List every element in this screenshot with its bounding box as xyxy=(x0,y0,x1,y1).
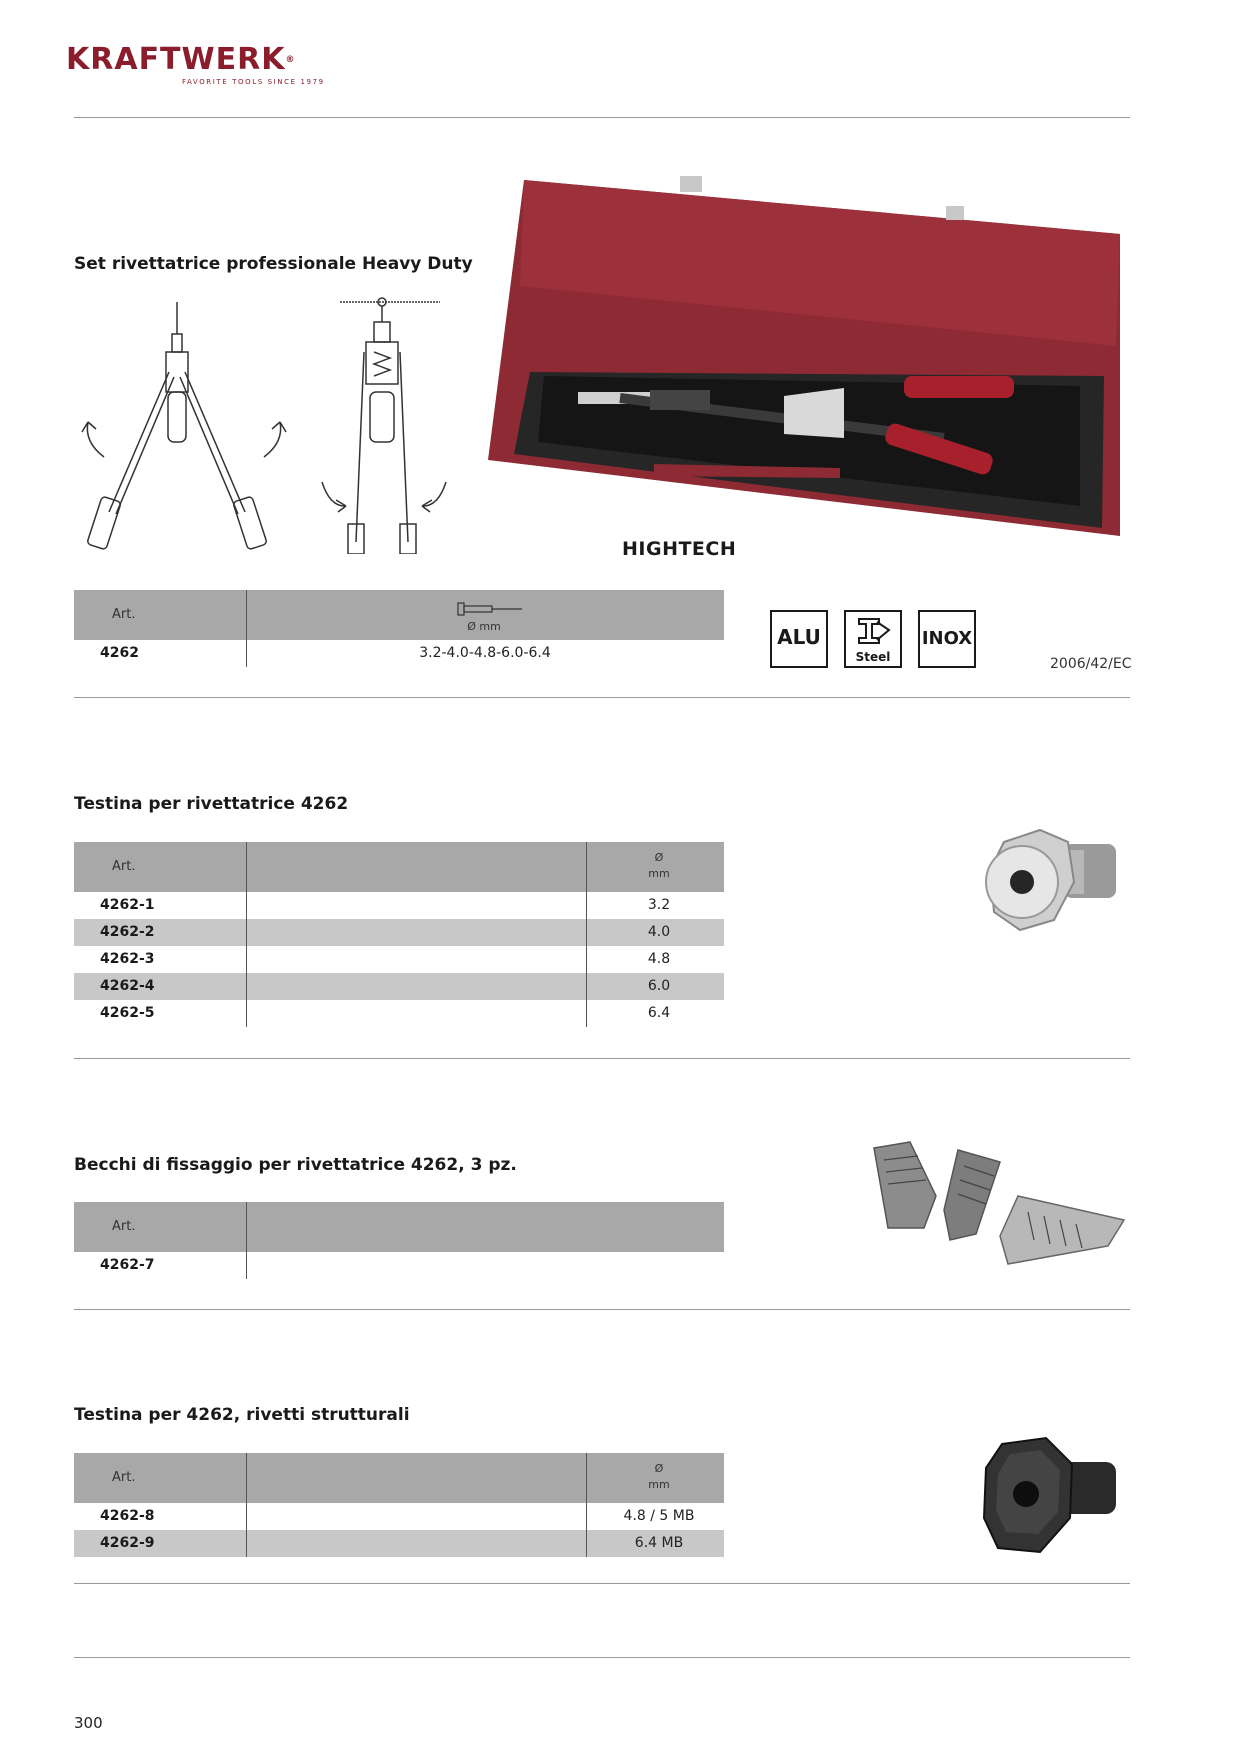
brand-logo xyxy=(66,44,326,90)
table-jaws xyxy=(74,1202,724,1279)
art-number: 4262-2 xyxy=(100,924,155,940)
art-number: 4262-7 xyxy=(100,1257,155,1273)
jaws-photo xyxy=(868,1136,1130,1272)
diameter-value: 3.2 xyxy=(647,897,671,913)
logo-registered-mark: ® xyxy=(285,55,296,65)
divider xyxy=(74,697,1130,698)
table-header xyxy=(74,1202,724,1252)
table-header xyxy=(74,842,724,892)
divider xyxy=(74,1309,1130,1310)
table-nosepiece xyxy=(74,842,724,1027)
column-divider xyxy=(586,1453,587,1557)
table-row xyxy=(74,919,724,946)
header-art: Art. xyxy=(112,1219,136,1234)
diameter-value: 4.8 / 5 MB xyxy=(623,1508,695,1524)
diameter-value: 6.0 xyxy=(647,978,671,994)
column-divider xyxy=(246,590,247,667)
header-diameter: Ø mm xyxy=(467,620,501,633)
section-title-nosepiece: Testina per rivettatrice 4262 xyxy=(74,794,349,814)
rivet-tool-illustration xyxy=(74,292,474,554)
column-divider xyxy=(246,1453,247,1557)
header-art: Art. xyxy=(112,607,136,622)
art-number: 4262-5 xyxy=(100,1005,155,1021)
inox-badge xyxy=(918,610,976,668)
header-art: Art. xyxy=(112,1470,136,1485)
section-title-jaws: Becchi di fissaggio per rivettatrice 4262, 3 pz. xyxy=(74,1155,517,1175)
steel-badge xyxy=(844,610,902,668)
art-number: 4262-4 xyxy=(100,978,155,994)
header-diameter-symbol: Ø xyxy=(654,851,664,864)
divider xyxy=(74,1657,1130,1658)
table-row xyxy=(74,1530,724,1557)
hightech-label: HIGHTECH xyxy=(622,538,737,560)
steel-label: Steel xyxy=(855,650,891,664)
table-header xyxy=(74,1453,724,1503)
divider xyxy=(74,1583,1130,1584)
section-title-rivet-set: Set rivettatrice professionale Heavy Duty xyxy=(74,254,473,274)
alu-label: ALU xyxy=(777,625,821,649)
diameter-value: 3.2-4.0-4.8-6.0-6.4 xyxy=(419,645,551,661)
structural-nosepiece-photo xyxy=(980,1434,1130,1560)
table-row xyxy=(74,1252,724,1279)
diameter-value: 4.8 xyxy=(647,951,671,967)
divider xyxy=(74,117,1130,118)
column-divider xyxy=(586,842,587,1027)
column-divider xyxy=(246,842,247,1027)
rivet-set-case-photo xyxy=(484,176,1124,542)
section-title-structural-nosepiece: Testina per 4262, rivetti strutturali xyxy=(74,1405,410,1425)
table-row xyxy=(74,892,724,919)
art-number: 4262-9 xyxy=(100,1535,155,1551)
table-row xyxy=(74,946,724,973)
table-structural-nosepiece xyxy=(74,1453,724,1557)
art-number: 4262-8 xyxy=(100,1508,155,1524)
alu-badge xyxy=(770,610,828,668)
table-header xyxy=(74,590,724,640)
steel-beam-icon xyxy=(855,616,893,648)
page-number: 300 xyxy=(74,1714,103,1732)
header-diameter-symbol: Ø xyxy=(654,1462,664,1475)
column-divider xyxy=(246,1202,247,1279)
diameter-value: 4.0 xyxy=(647,924,671,940)
header-art: Art. xyxy=(112,859,136,874)
logo-wordmark: KRAFTWERK xyxy=(66,42,286,77)
table-row xyxy=(74,1503,724,1530)
header-diameter-unit: mm xyxy=(648,1478,670,1491)
inox-label: INOX xyxy=(921,628,973,649)
art-number: 4262 xyxy=(100,645,139,661)
table-row xyxy=(74,973,724,1000)
diameter-value: 6.4 MB xyxy=(634,1535,684,1551)
divider xyxy=(74,1058,1130,1059)
table-rivet-set xyxy=(74,590,724,667)
directive-text: 2006/42/EC xyxy=(1050,656,1132,672)
art-number: 4262-3 xyxy=(100,951,155,967)
nosepiece-photo xyxy=(984,822,1134,942)
logo-tagline: FAVORITE TOOLS SINCE 1979 xyxy=(182,78,325,86)
rivet-icon xyxy=(444,602,524,616)
table-row xyxy=(74,640,724,667)
art-number: 4262-1 xyxy=(100,897,155,913)
diameter-value: 6.4 xyxy=(647,1005,671,1021)
table-row xyxy=(74,1000,724,1027)
header-diameter-unit: mm xyxy=(648,867,670,880)
